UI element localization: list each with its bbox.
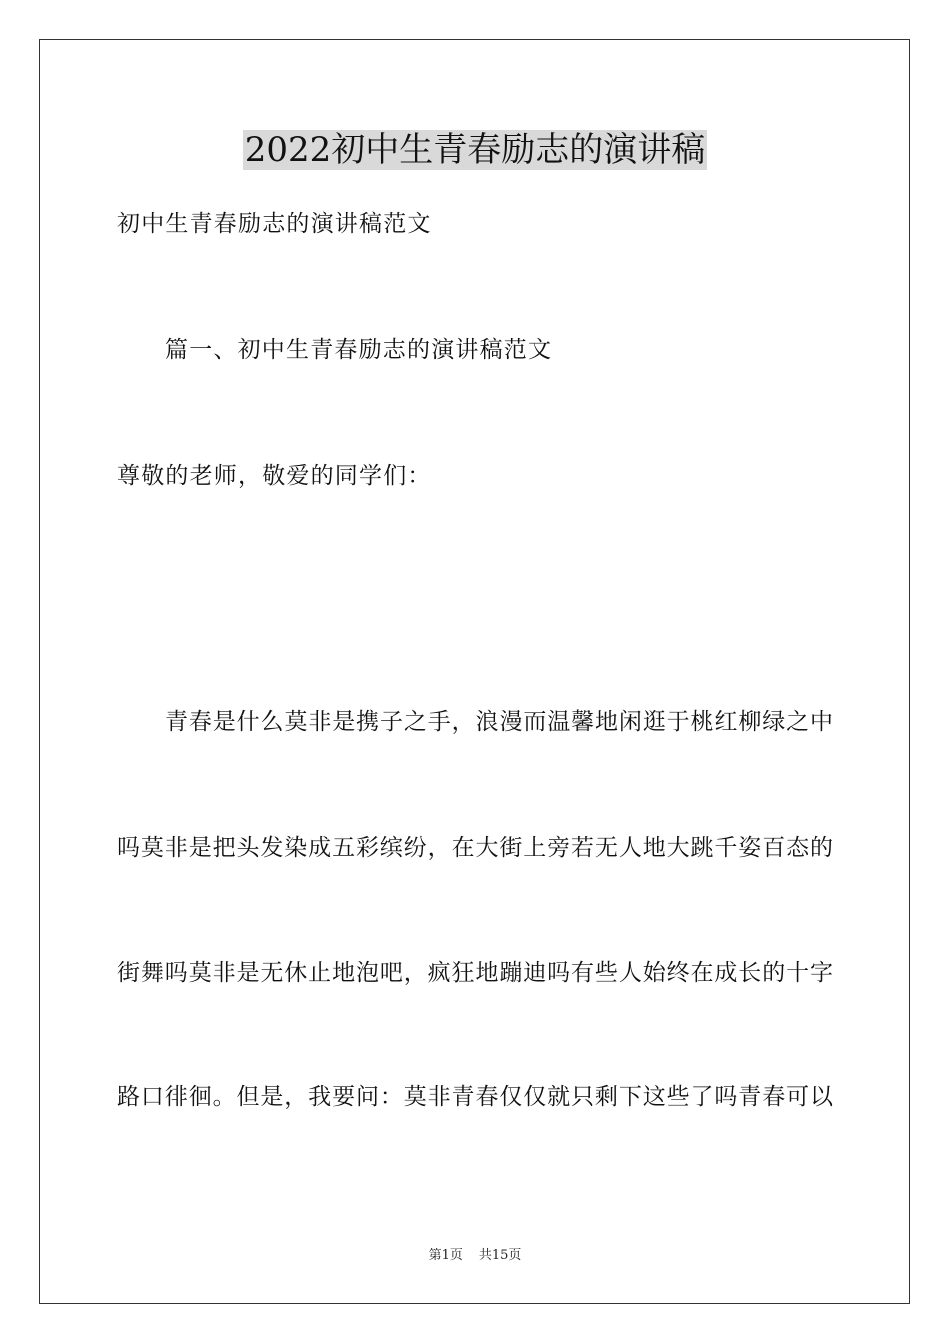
paragraph-line: 青春是什么莫非是携子之手，浪漫而温馨地闲逛于桃红柳绿之中 — [165, 709, 833, 735]
page-number-total: 共15页 — [478, 1248, 522, 1263]
section-heading: 篇一、初中生青春励志的演讲稿范文 — [165, 337, 553, 363]
paragraph-line: 路口徘徊。但是，我要问：莫非青春仅仅就只剩下这些了吗青春可以 — [117, 1084, 833, 1110]
document-subtitle: 初中生青春励志的演讲稿范文 — [117, 211, 432, 237]
document-title — [0, 130, 950, 170]
page-footer — [0, 1247, 950, 1265]
document-title-text: 2022初中生青春励志的演讲稿 — [244, 130, 706, 170]
greeting-line: 尊敬的老师，敬爱的同学们： — [117, 463, 432, 489]
paragraph-line: 街舞吗莫非是无休止地泡吧，疯狂地蹦迪吗有些人始终在成长的十字 — [117, 960, 833, 986]
paragraph-line: 吗莫非是把头发染成五彩缤纷，在大街上旁若无人地大跳千姿百态的 — [117, 835, 833, 861]
page-number-current: 第1页 — [428, 1248, 463, 1263]
